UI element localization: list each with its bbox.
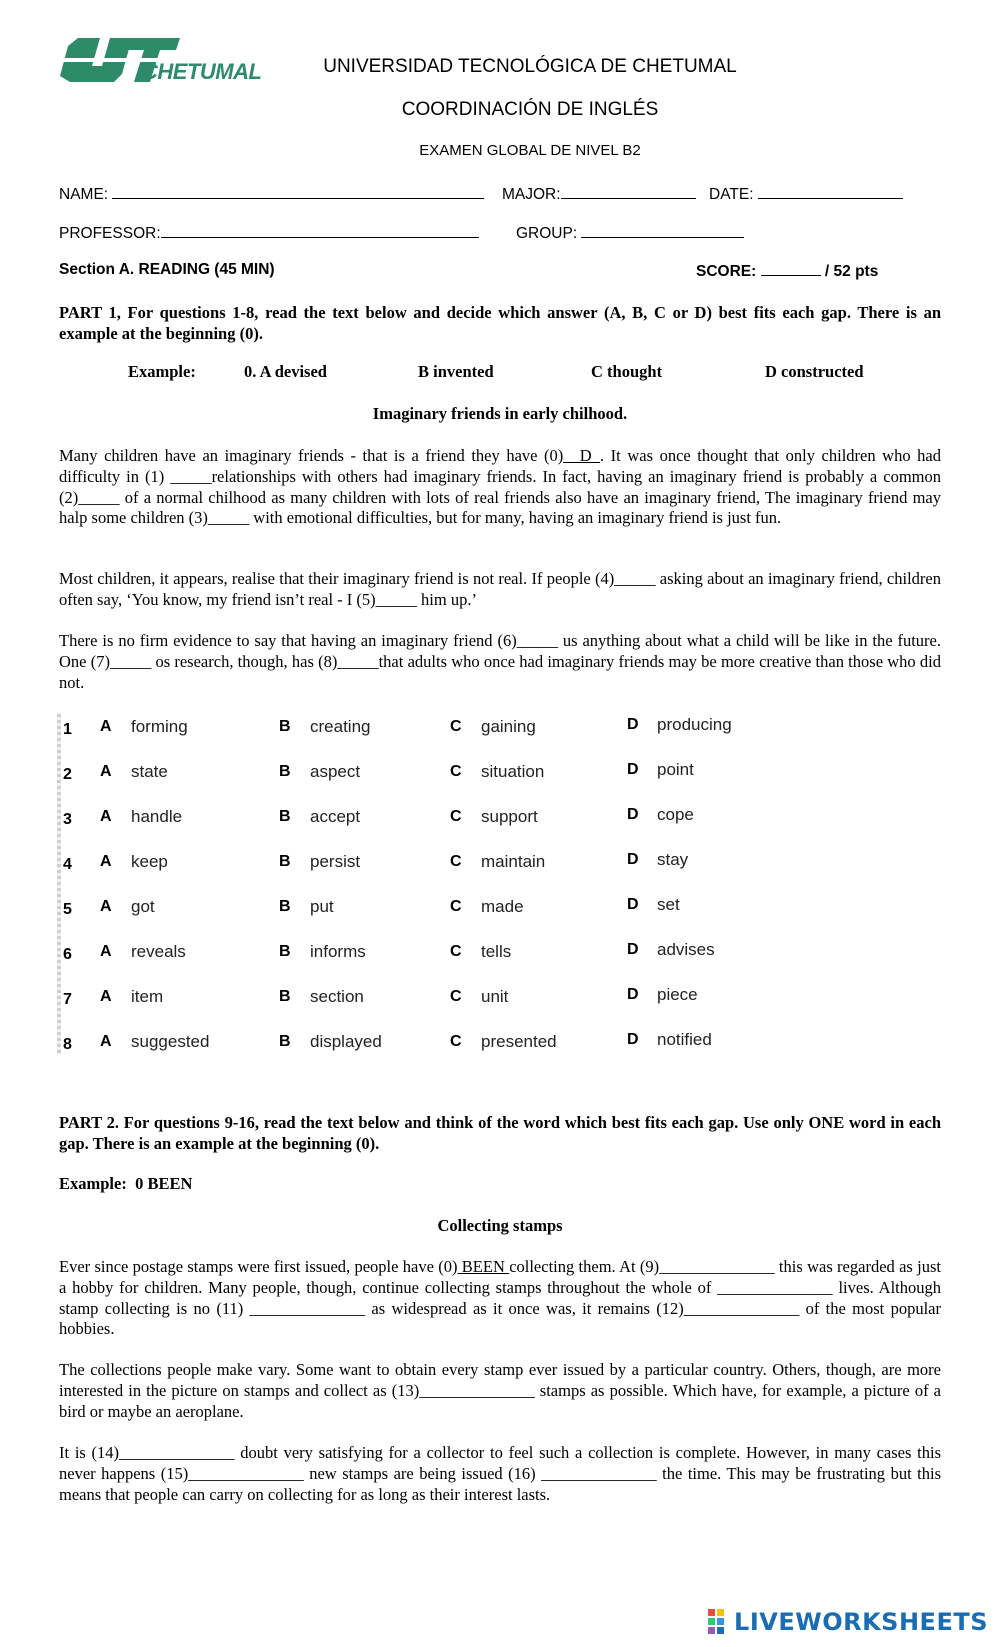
professor-line[interactable] <box>161 223 479 238</box>
name-label: NAME: <box>59 186 109 203</box>
question-row-7 <box>0 987 1000 1017</box>
option-letter: A <box>100 988 112 1005</box>
option-b[interactable]: put <box>310 897 334 916</box>
date-field[interactable] <box>709 184 903 204</box>
coordination-title: COORDINACIÓN DE INGLÉS <box>401 99 659 120</box>
part1-example-label: Example: <box>128 362 196 381</box>
name-line[interactable] <box>112 184 484 199</box>
question-number: 3 <box>63 811 72 828</box>
question-number: 6 <box>63 946 72 963</box>
part2-title: Collecting stamps <box>437 1216 563 1235</box>
option-d[interactable]: piece <box>657 985 698 1004</box>
option-b[interactable]: section <box>310 987 364 1006</box>
option-letter: C <box>450 898 462 915</box>
option-letter: D <box>627 761 639 778</box>
option-letter: A <box>100 808 112 825</box>
option-letter: A <box>100 853 112 870</box>
option-a[interactable]: suggested <box>131 1032 210 1051</box>
exam-title: EXAMEN GLOBAL DE NIVEL B2 <box>419 142 641 159</box>
option-letter: B <box>279 943 291 960</box>
liveworksheets-text: LIVEWORKSHEETS <box>734 1608 988 1636</box>
score-total: / 52 pts <box>824 263 879 280</box>
part1-title: Imaginary friends in early chilhood. <box>372 404 628 423</box>
part1-example-b: B invented <box>418 362 494 381</box>
question-number: 2 <box>63 766 72 783</box>
option-letter: C <box>450 718 462 735</box>
question-row-4 <box>0 852 1000 882</box>
part2-paragraph-1 <box>59 1257 941 1340</box>
group-line[interactable] <box>581 223 744 238</box>
group-field[interactable] <box>516 223 744 243</box>
option-letter: B <box>279 1033 291 1050</box>
option-letter: B <box>279 718 291 735</box>
option-c[interactable]: support <box>481 807 538 826</box>
option-a[interactable]: item <box>131 987 164 1006</box>
option-c[interactable]: situation <box>481 762 545 781</box>
option-b[interactable]: informs <box>310 942 366 961</box>
liveworksheets-icon <box>708 1609 734 1635</box>
option-b[interactable]: creating <box>310 717 371 736</box>
option-a[interactable]: forming <box>131 717 188 736</box>
question-number: 7 <box>63 991 72 1008</box>
part1-p1-rest: . It was once thought that only children who had difficulty in (1) _____relationships with others had imaginary friends. In fact, having an imaginary friend is probably a common (2)_____ of a normal chilhood as many children with lots of real friends also have an imaginary friend, The imaginary friend may halp some children (3)_____ with emotional difficulties, but for many, having an imaginary friend is just fun. <box>59 446 941 528</box>
option-c[interactable]: made <box>481 897 524 916</box>
option-letter: A <box>100 898 112 915</box>
question-number: 8 <box>63 1036 72 1053</box>
option-a[interactable]: handle <box>131 807 183 826</box>
option-letter: A <box>100 763 112 780</box>
question-number: 5 <box>63 901 72 918</box>
question-row-1 <box>0 717 1000 747</box>
option-d[interactable]: producing <box>657 715 732 734</box>
date-line[interactable] <box>758 184 903 199</box>
part1-example-d: D constructed <box>765 362 864 381</box>
ut-chetumal-logo <box>56 36 262 86</box>
option-c[interactable]: maintain <box>481 852 546 871</box>
question-row-6 <box>0 942 1000 972</box>
major-field[interactable] <box>502 184 696 204</box>
score-label: SCORE: <box>696 263 757 280</box>
option-letter: C <box>450 1033 462 1050</box>
option-letter: D <box>627 806 639 823</box>
option-c[interactable]: tells <box>481 942 512 961</box>
option-a[interactable]: got <box>131 897 155 916</box>
part2-p1-rest: collecting them. At (9)______________ this was regarded as just a hobby for children. Many people, though, continue collecting stamps throughout the whole of ______________ lives. Although stamp collecting is no (11) ______________ as widespread as it once was, it remains (12)______________ of the most popular hobbies. <box>59 1257 941 1339</box>
option-letter: C <box>450 808 462 825</box>
major-line[interactable] <box>561 184 696 199</box>
professor-label: PROFESSOR: <box>59 225 161 242</box>
question-row-8 <box>0 1032 1000 1062</box>
part1-paragraph-2: Most children, it appears, realise that their imaginary friend is not real. If people (4)_____ asking about an imaginary friend, children often say, ‘You know, my friend isn’t real - I (5)_____ him up.’ <box>59 569 941 609</box>
option-letter: D <box>627 941 639 958</box>
option-b[interactable]: persist <box>310 852 361 871</box>
option-b[interactable]: accept <box>310 807 361 826</box>
option-letter: D <box>627 1031 639 1048</box>
university-name: UNIVERSIDAD TECNOLÓGICA DE CHETUMAL <box>323 56 737 77</box>
question-number: 1 <box>63 721 72 738</box>
score-line[interactable] <box>761 261 821 276</box>
option-d[interactable]: cope <box>657 805 694 824</box>
option-b[interactable]: aspect <box>310 762 361 781</box>
option-a[interactable]: reveals <box>131 942 186 961</box>
option-letter: D <box>627 716 639 733</box>
part1-example-a: 0. A devised <box>244 362 327 381</box>
option-letter: A <box>100 1033 112 1050</box>
part1-instructions: PART 1, For questions 1-8, read the text below and decide which answer (A, B, C or D) best fits each gap. There is an example at the beginning (0). <box>59 303 941 343</box>
part1-paragraph-3: There is no firm evidence to say that having an imaginary friend (6)_____ us anything about what a child will be like in the future. One (7)_____ os research, though, has (8)_____that adults who once had imaginary friends may be more creative than those who did not. <box>59 631 941 692</box>
option-d[interactable]: notified <box>657 1030 712 1049</box>
group-label: GROUP: <box>516 225 578 242</box>
option-letter: B <box>279 853 291 870</box>
part2-paragraph-3: It is (14)______________ doubt very satisfying for a collector to feel such a collection is complete. However, in many cases this never happens (15)______________ new stamps are being issued (16) ______________ the time. This may be frustrating but this means that people can carry on collecting for as long as their interest lasts. <box>59 1443 941 1504</box>
part2-p1-example-answer: BEEN <box>457 1257 510 1276</box>
option-d[interactable]: advises <box>657 940 715 959</box>
logo-text: CHETUMAL <box>142 59 262 84</box>
liveworksheets-logo[interactable] <box>708 1607 988 1637</box>
part2-instructions: PART 2. For questions 9-16, read the text below and think of the word which best fits each gap. Use only ONE word in each gap. There is an example at the beginning (0). <box>59 1113 941 1153</box>
option-letter: B <box>279 763 291 780</box>
option-letter: C <box>450 988 462 1005</box>
option-c[interactable]: gaining <box>481 717 536 736</box>
part1-paragraph-1 <box>59 446 941 529</box>
option-letter: D <box>627 986 639 1003</box>
option-c[interactable]: presented <box>481 1032 557 1051</box>
part1-example-c: C thought <box>591 362 663 381</box>
question-row-2 <box>0 762 1000 792</box>
option-letter: A <box>100 943 112 960</box>
part2-paragraph-2: The collections people make vary. Some want to obtain every stamp ever issued by a particular country. Others, though, are more interested in the picture on stamps and collect as (13)______________ stamps as possible. Which have, for example, a picture of a bird or maybe an aeroplane. <box>59 1360 941 1421</box>
option-letter: D <box>627 896 639 913</box>
part1-p1-example-answer: __D_ <box>563 446 600 465</box>
question-row-5 <box>0 897 1000 927</box>
major-label: MAJOR: <box>502 186 561 203</box>
option-letter: C <box>450 943 462 960</box>
option-letter: C <box>450 853 462 870</box>
part1-p1-start: Many children have an imaginary friends - that is a friend they have (0) <box>59 446 564 465</box>
name-field[interactable] <box>59 184 484 204</box>
option-c[interactable]: unit <box>481 987 509 1006</box>
part2-example: Example: 0 BEEN <box>59 1174 193 1193</box>
question-number: 4 <box>63 856 72 873</box>
option-letter: D <box>627 851 639 868</box>
option-d[interactable]: point <box>657 760 694 779</box>
option-letter: B <box>279 898 291 915</box>
option-letter: A <box>100 718 112 735</box>
part2-p1-start: Ever since postage stamps were first issued, people have (0) <box>59 1257 458 1276</box>
option-d[interactable]: set <box>657 895 680 914</box>
score-field[interactable] <box>696 261 878 281</box>
option-a[interactable]: keep <box>131 852 168 871</box>
professor-field[interactable] <box>59 223 479 243</box>
option-b[interactable]: displayed <box>310 1032 382 1051</box>
option-letter: C <box>450 763 462 780</box>
date-label: DATE: <box>709 186 754 203</box>
question-row-3 <box>0 807 1000 837</box>
option-letter: B <box>279 988 291 1005</box>
option-d[interactable]: stay <box>657 850 689 869</box>
option-a[interactable]: state <box>131 762 168 781</box>
section-a-heading: Section A. READING (45 MIN) <box>59 261 275 278</box>
option-letter: B <box>279 808 291 825</box>
